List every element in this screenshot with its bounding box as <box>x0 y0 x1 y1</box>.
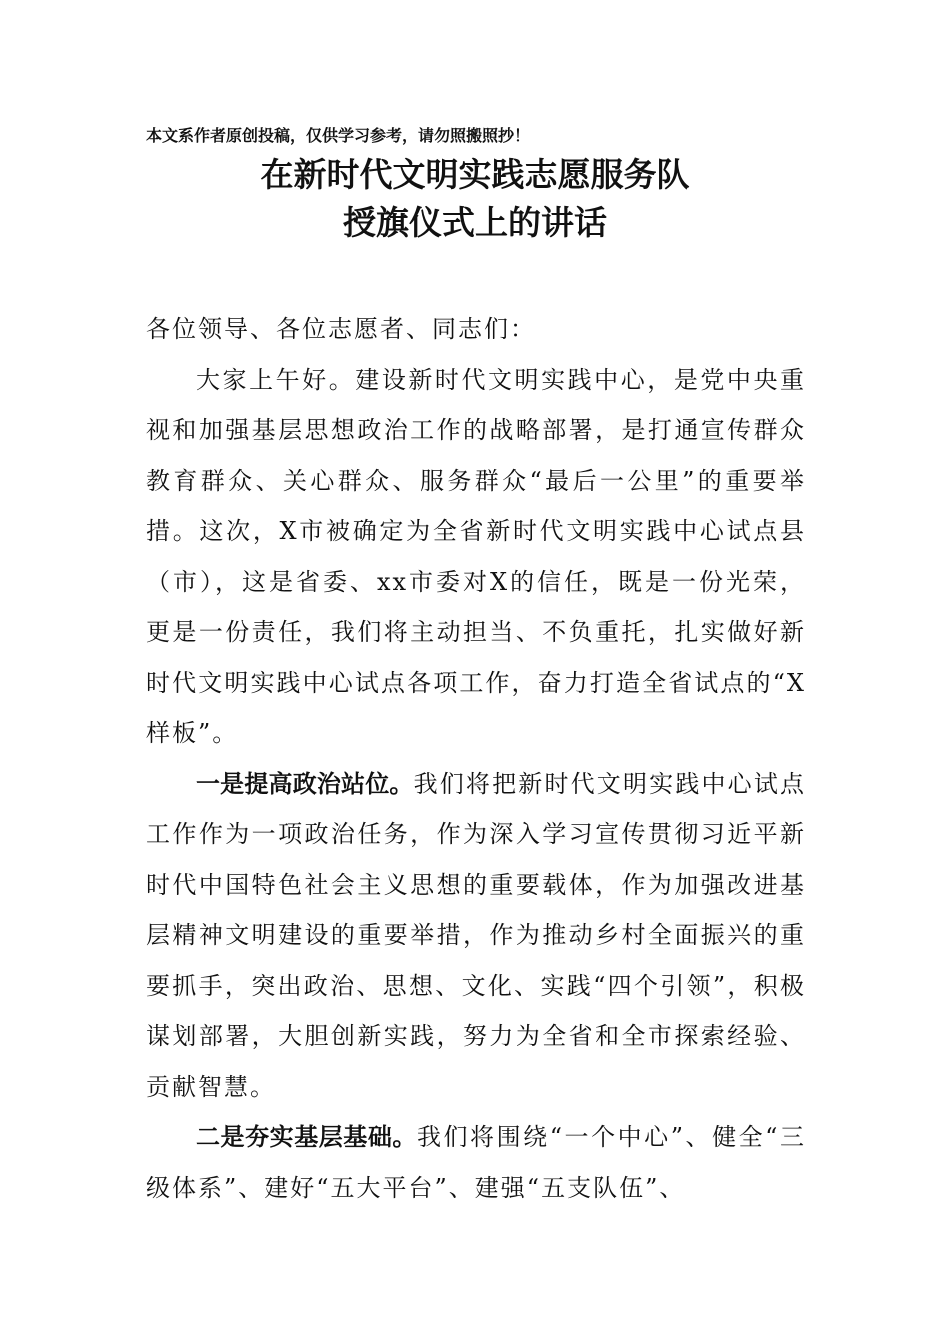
paragraph-point-2 <box>146 1112 806 1213</box>
point-2-heading: 二是夯实基层基础。 <box>196 1123 417 1151</box>
speech-body <box>146 304 806 1213</box>
paragraph-intro: 大家上午好。建设新时代文明实践中心，是党中央重视和加强基层思想政治工作的战略部署，是打通宣传群众教育群众、关心群众、服务群众“最后一公里”的重要举措。这次，X市被确定为全省新时代文明实践中心试点县（市），这是省委、xx市委对X的信任，既是一份光荣，更是一份责任，我们将主动担当、不负重托，扎实做好新时代文明实践中心试点各项工作，奋力打造全省试点的“X样板”。 <box>146 365 806 747</box>
paragraph-point-1 <box>146 759 806 1113</box>
document-title-line1: 在新时代文明实践志愿服务队 <box>260 155 690 194</box>
point-1-heading: 一是提高政治站位。 <box>196 769 414 798</box>
point-2-text: 我们将围绕“一个中心”、健全“三级体系”、建好“五大平台”、建强“五支队伍”、 <box>146 1123 807 1202</box>
point-1-text: 我们将把新时代文明实践中心试点工作作为一项政治任务，作为深入学习宣传贯彻习近平新时代中国特色社会主义思想的重要载体，作为加强改进基层精神文明建设的重要举措，作为推动乡村全面振兴的重要抓手，突出政治、思想、文化、实践“四个引领”，积极谋划部署，大胆创新实践，努力为全省和全市探索经验、贡献智慧。 <box>146 769 807 1101</box>
copyright-notice: 本文系作者原创投稿，仅供学习参考，请勿照搬照抄！ <box>146 126 531 145</box>
document-title-line2: 授旗仪式上的讲话 <box>343 203 607 242</box>
salutation: 各位领导、各位志愿者、同志们： <box>146 315 536 343</box>
